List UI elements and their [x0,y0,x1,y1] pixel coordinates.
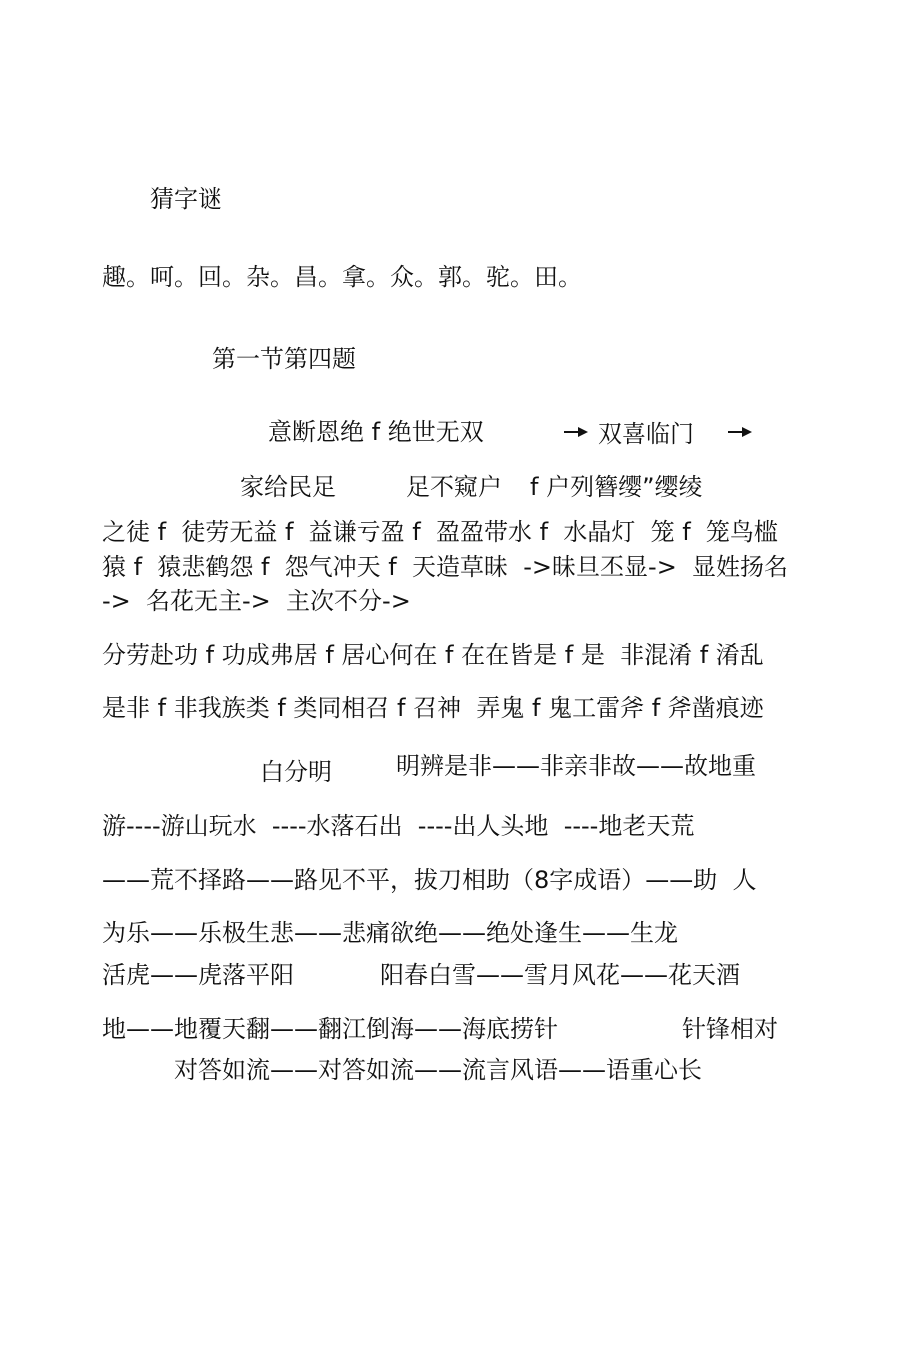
section-heading: 第一节第四题 [212,345,356,373]
chain4-part-a: 活虎——虎落平阳 [102,961,294,989]
text-line: ——荒不择路——路见不平，拔刀相助（8字成语）——助 人 [102,866,757,894]
text-line: 猿 f 猿悲鹤怨 f 怨气冲天 f 天造草昧 ->昧旦丕显-> 显姓扬名 [102,553,789,581]
chain5-part-b: 针锋相对 [682,1015,778,1043]
title: 猜字谜 [150,185,222,213]
text-line: 之徒 f 徒劳无益 f 益谦亏盈 f 盈盈带水 f 水晶灯 笼 f 笼鸟槛 [102,518,778,546]
right-arrow-icon [564,425,590,439]
chain1-part-a: 意断恩绝 f 绝世无双 [268,418,484,446]
text-line: 游----游山玩水 ----水落石出 ----出人头地 ----地老天荒 [102,812,695,840]
chain5-part-a: 地——地覆天翻——翻江倒海——海底捞针 [102,1015,558,1043]
chain1-part-b: 双喜临门 [598,420,694,448]
chain2-part-c: f 户列簪缨”缨绫 [530,473,703,501]
chain2-part-b: 足不窥户 [406,473,502,501]
chain3-part-b: 明辨是非——非亲非故——故地重 [396,752,756,780]
text-line: 分劳赴功 f 功成弗居 f 居心何在 f 在在皆是 f 是 非混淆 f 淆乱 [102,641,764,669]
riddle-answers: 趣。呵。回。杂。昌。拿。众。郭。驼。田。 [102,263,582,291]
chain3-part-a: 白分明 [260,758,332,786]
text-line: 为乐——乐极生悲——悲痛欲绝——绝处逢生——生龙 [102,919,678,947]
last-line: 对答如流——对答如流——流言风语——语重心长 [174,1056,702,1084]
chain2-part-a: 家给民足 [240,473,336,501]
chain4-part-b: 阳春白雪——雪月风花——花天酒 [380,961,740,989]
right-arrow-icon [728,425,754,439]
text-line: 是非 f 非我族类 f 类同相召 f 召神 弄鬼 f 鬼工雷斧 f 斧凿痕迹 [102,694,764,722]
text-line: -> 名花无主-> 主次不分-> [102,587,411,615]
